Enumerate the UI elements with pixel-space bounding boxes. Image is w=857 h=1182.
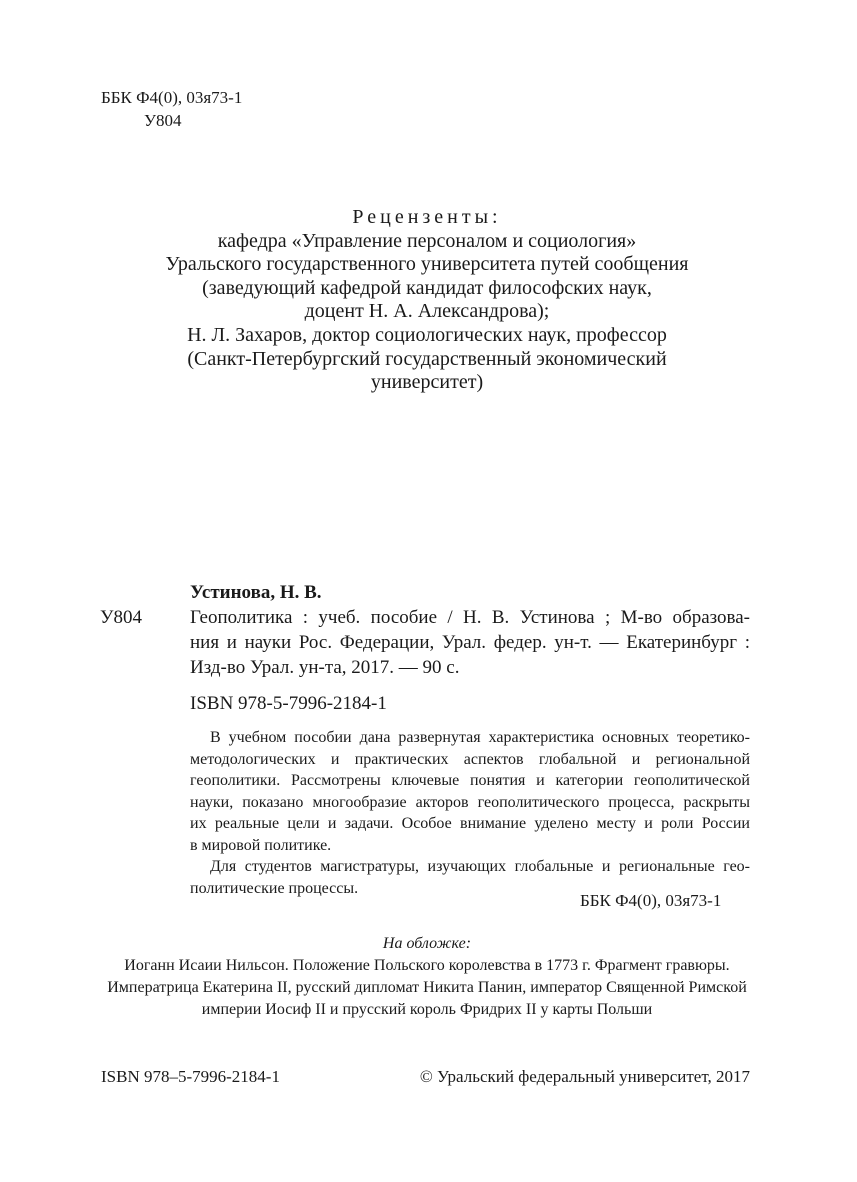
catalog-isbn: ISBN 978-5-7996-2184-1 [190, 693, 387, 714]
author-mark: У804 [144, 111, 182, 130]
annotation-line: их реальные цели и задачи. Особое внимание уделено месту и роли России [190, 815, 750, 832]
annotation-line: методологических и практических аспектов глобальной и региональной [190, 750, 750, 768]
reviewer-line: (заведующий кафедрой кандидат философских наук, [202, 276, 652, 299]
catalog-description [190, 605, 750, 680]
catalog-description-line: ния и науки Рос. Федерации, Урал. федер. ун-т. — Екатеринбург : [190, 632, 750, 653]
reviewers-heading: Рецензенты: [352, 206, 502, 228]
annotation-line: науки, показано многообразие акторов геополитического процесса, раскрыты [190, 793, 750, 811]
annotation-line: геополитики. Рассмотрены ключевые понятия и категории геополитической [190, 772, 750, 789]
bbk-code-bottom: ББК Ф4(0), 03я73-1 [580, 891, 722, 910]
bbk-code: ББК Ф4(0), 03я73-1 [101, 88, 243, 107]
cover-note-title: На обложке: [382, 935, 472, 952]
reviewer-line: Н. Л. Захаров, доктор социологических наук, профессор [187, 323, 667, 346]
bbk-block-top [101, 86, 242, 132]
reviewer-line: университет) [370, 371, 484, 394]
catalog-author: Устинова, Н. В. [190, 582, 322, 603]
reviewers-block [100, 206, 754, 395]
footer-copyright: © Уральский федеральный университет, 2017 [419, 1067, 750, 1086]
catalog-description-line: Геополитика : учеб. пособие / Н. В. Устинова ; М-во образова- [190, 607, 750, 628]
footer-isbn: ISBN 978–5-7996-2184-1 [101, 1067, 280, 1086]
reviewer-line: Уральского государственного университета путей сообщения [165, 253, 689, 276]
cover-note-line: Иоганн Исаии Нильсон. Положение Польского королевства в 1773 г. Фрагмент гравюры. [124, 957, 730, 974]
catalog-code: У804 [100, 607, 142, 628]
annotation-line: В учебном пособии дана развернутая характеристика основных теоретико- [210, 729, 750, 746]
reviewer-line: кафедра «Управление персоналом и социология» [217, 229, 637, 252]
cover-note [100, 933, 754, 1021]
reviewer-line: (Санкт-Петербургский государственный экономический [187, 347, 667, 370]
annotation-line: в мировой политике. [190, 836, 332, 854]
annotation-line: Для студентов магистратуры, изучающих глобальные и региональные гео- [210, 858, 750, 875]
cover-note-line: Императрица Екатерина II, русский дипломат Никита Панин, император Священной Римской [107, 979, 747, 996]
annotation [190, 727, 750, 899]
cover-note-line: империи Иосиф II и прусский король Фридрих II у карты Польши [201, 1001, 653, 1018]
annotation-line: политические процессы. [190, 879, 359, 897]
reviewer-line: доцент Н. А. Александрова); [304, 300, 550, 323]
catalog-description-line: Изд-во Урал. ун-та, 2017. — 90 с. [190, 657, 460, 678]
